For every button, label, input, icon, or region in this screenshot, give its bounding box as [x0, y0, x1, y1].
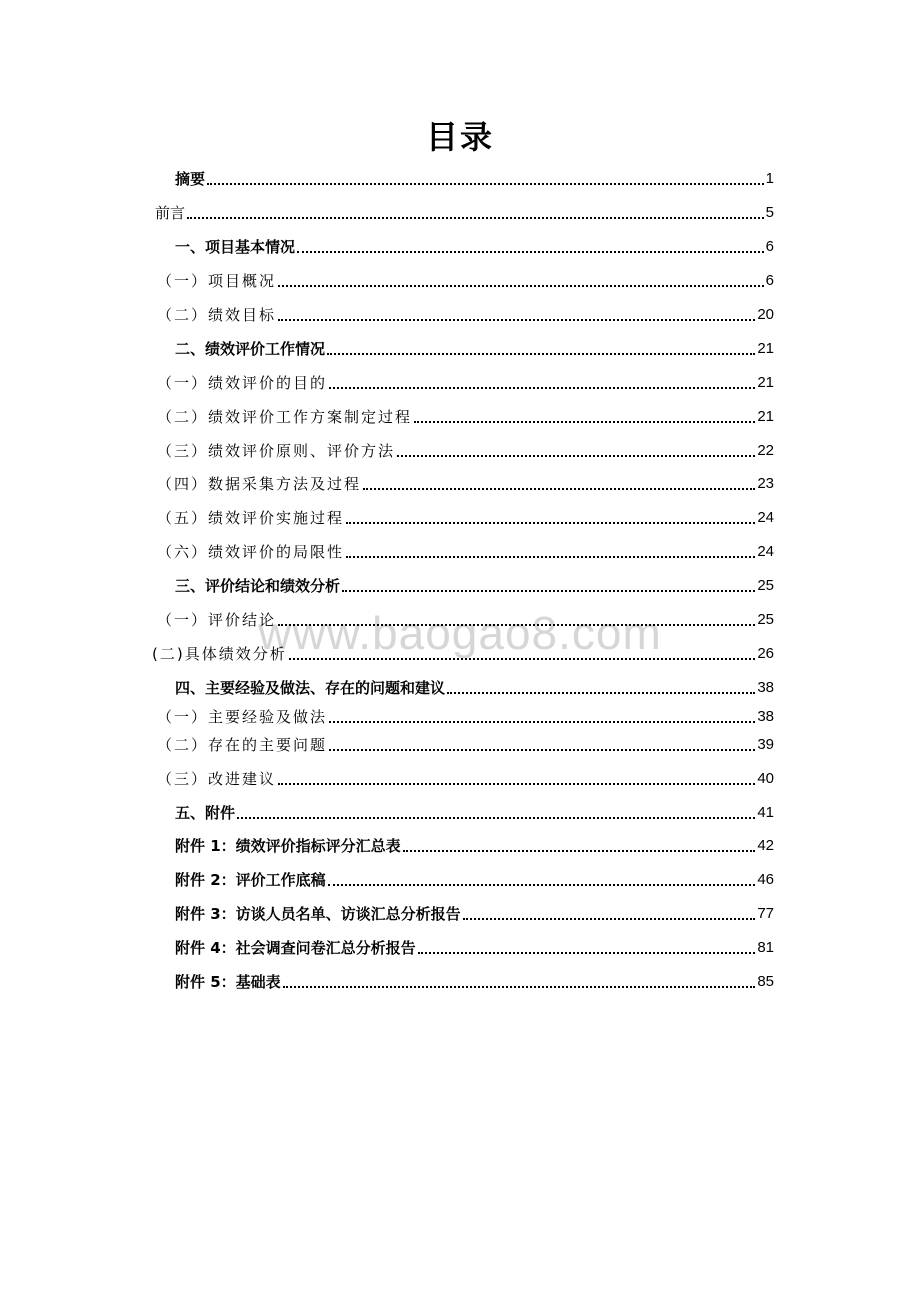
toc-dot-leader [346, 556, 755, 558]
toc-entry-page-number: 20 [757, 306, 774, 323]
toc-entry[interactable] [175, 575, 774, 597]
toc-dot-leader [414, 421, 755, 423]
toc-dot-leader [278, 319, 755, 321]
toc-entry-page-number: 21 [757, 408, 774, 425]
toc-entry[interactable] [175, 168, 774, 190]
toc-dot-leader [418, 952, 756, 954]
toc-entry-page-number: 42 [757, 837, 774, 854]
toc-entry[interactable] [157, 304, 774, 326]
toc-entry[interactable] [157, 734, 774, 756]
toc-entry[interactable] [175, 869, 774, 891]
toc-dot-leader [278, 285, 764, 287]
toc-dot-leader [346, 522, 755, 524]
toc-entry-label: 附件 3：访谈人员名单、访谈汇总分析报告 [175, 905, 461, 923]
toc-dot-leader [327, 353, 755, 355]
toc-entry[interactable] [157, 706, 774, 728]
toc-entry[interactable] [175, 338, 774, 360]
toc-entry[interactable] [175, 937, 774, 959]
toc-dot-leader [447, 692, 755, 694]
toc-entry-page-number: 6 [765, 238, 774, 255]
toc-entry[interactable] [152, 643, 774, 665]
toc-entry[interactable] [175, 835, 774, 857]
toc-entry-page-number: 5 [765, 204, 774, 221]
page-title: 目录 [425, 118, 494, 156]
toc-entry[interactable] [175, 236, 774, 258]
toc-entry-label: 四、主要经验及做法、存在的问题和建议 [175, 679, 446, 697]
toc-entry[interactable] [157, 507, 774, 529]
toc-dot-leader [328, 884, 756, 886]
toc-entry-label: 摘要 [175, 170, 206, 188]
toc-dot-leader [329, 721, 755, 723]
toc-entry-label: 二、绩效评价工作情况 [175, 340, 326, 358]
toc-entry-label: （六）绩效评价的局限性 [157, 543, 345, 561]
toc-entry[interactable] [157, 541, 774, 563]
toc-entry-label: 前言 [155, 204, 186, 222]
toc-entry[interactable] [175, 903, 774, 925]
toc-entry-page-number: 77 [757, 905, 774, 922]
toc-dot-leader [329, 387, 755, 389]
toc-dot-leader [207, 183, 764, 185]
toc-entry-page-number: 21 [757, 374, 774, 391]
toc-entry-page-number: 85 [757, 973, 774, 990]
toc-dot-leader [463, 918, 756, 920]
toc-entry-page-number: 41 [757, 804, 774, 821]
toc-entry[interactable] [155, 202, 774, 224]
toc-entry-page-number: 25 [757, 577, 774, 594]
watermark: www.baogao8.com [258, 607, 662, 659]
toc-dot-leader [283, 986, 756, 988]
toc-entry[interactable] [175, 971, 774, 993]
toc-entry-label: （三）绩效评价原则、评价方法 [157, 442, 396, 460]
toc-entry-label: （四）数据采集方法及过程 [157, 475, 362, 493]
toc-entry[interactable] [157, 768, 774, 790]
toc-dot-leader [289, 658, 756, 660]
toc-entry-page-number: 6 [765, 272, 774, 289]
toc-dot-leader [237, 817, 755, 819]
toc-entry-page-number: 23 [757, 475, 774, 492]
toc-entry[interactable] [157, 473, 774, 495]
toc-dot-leader [397, 455, 755, 457]
toc-entry-page-number: 21 [757, 340, 774, 357]
toc-entry-label: （一）评价结论 [157, 611, 277, 629]
toc-entry-label: 附件 4：社会调查问卷汇总分析报告 [175, 939, 416, 957]
toc-entry-page-number: 38 [757, 708, 774, 725]
toc-entry-label: 一、项目基本情况 [175, 238, 296, 256]
toc-entry-page-number: 81 [757, 939, 774, 956]
toc-dot-leader [329, 749, 755, 751]
toc-entry[interactable] [175, 802, 774, 824]
toc-dot-leader [342, 590, 755, 592]
toc-entry-label: 附件 1：绩效评价指标评分汇总表 [175, 837, 401, 855]
toc-entry-page-number: 22 [757, 442, 774, 459]
toc-entry-label: （三）改进建议 [157, 770, 277, 788]
toc-entry-label: 附件 2：评价工作底稿 [175, 871, 326, 889]
toc-entry-page-number: 38 [757, 679, 774, 696]
toc-entry-label: 五、附件 [175, 804, 236, 822]
toc-entry-page-number: 25 [757, 611, 774, 628]
toc-entry[interactable] [157, 609, 774, 631]
toc-entry-label: （二）绩效评价工作方案制定过程 [157, 408, 413, 426]
toc-entry-label: 附件 5：基础表 [175, 973, 281, 991]
toc-entry[interactable] [157, 372, 774, 394]
toc-entry-label: （一）主要经验及做法 [157, 708, 328, 726]
toc-entry-page-number: 46 [757, 871, 774, 888]
toc-entry-page-number: 40 [757, 770, 774, 787]
toc-dot-leader [297, 251, 764, 253]
toc-entry-page-number: 24 [757, 543, 774, 560]
toc-entry-label: （五）绩效评价实施过程 [157, 509, 345, 527]
toc-dot-leader [403, 850, 756, 852]
toc-entry[interactable] [157, 270, 774, 292]
toc-entry-label: （一）项目概况 [157, 272, 277, 290]
toc-entry-page-number: 24 [757, 509, 774, 526]
toc-dot-leader [278, 624, 755, 626]
toc-dot-leader [187, 217, 764, 219]
toc-entry-label: （二）存在的主要问题 [157, 736, 328, 754]
toc-entry[interactable] [157, 440, 774, 462]
toc-dot-leader [363, 488, 755, 490]
toc-entry-label: （二）绩效目标 [157, 306, 277, 324]
toc-entry-label: （一）绩效评价的目的 [157, 374, 328, 392]
toc-entry[interactable] [175, 677, 774, 699]
toc-entry-page-number: 39 [757, 736, 774, 753]
toc-entry[interactable] [157, 406, 774, 428]
toc-entry-label: 三、评价结论和绩效分析 [175, 577, 341, 595]
toc-entry-page-number: 26 [757, 645, 774, 662]
toc-entry-page-number: 1 [765, 170, 774, 187]
toc-entry-label: (二)具体绩效分析 [152, 645, 287, 663]
toc-dot-leader [278, 783, 755, 785]
